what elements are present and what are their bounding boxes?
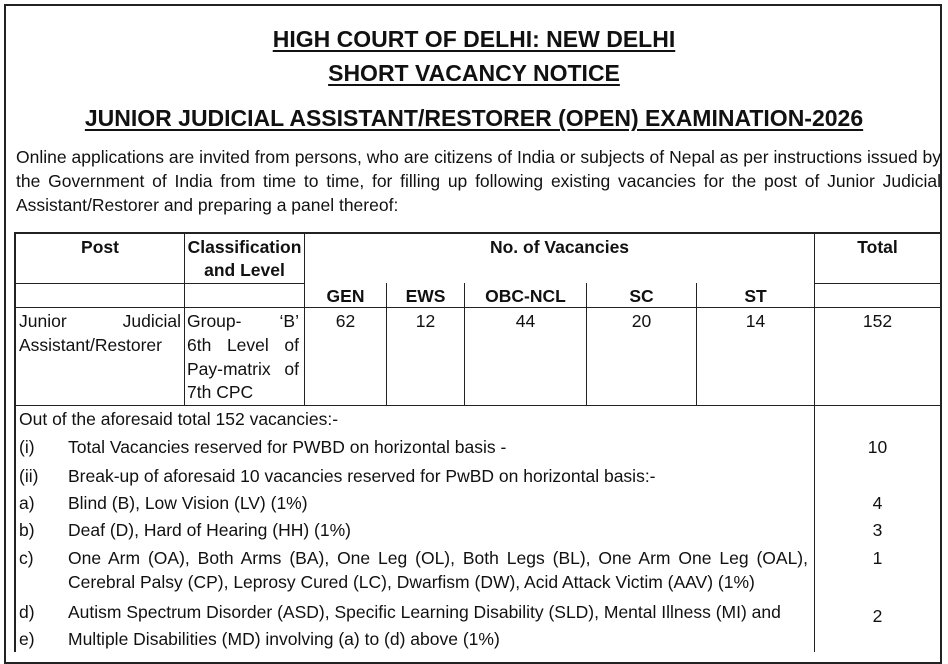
value-obc-ncl: 44 (515, 311, 536, 331)
value-st: 14 (745, 311, 766, 331)
item-text: One Arm (OA), Both Arms (BA), One Leg (OL), Both Legs (BL), One Arm One Leg (OAL), (68, 548, 808, 568)
header-vacancies: No. of Vacancies (489, 237, 630, 257)
heading-exam: JUNIOR JUDICIAL ASSISTANT/RESTORER (OPEN) EXAMINATION-2026 (84, 105, 864, 131)
category-st: ST (744, 286, 767, 306)
header-post: Post (81, 237, 119, 257)
item-value: 3 (872, 520, 883, 540)
header-total: Total (857, 237, 898, 257)
heading-court: HIGH COURT OF DELHI: NEW DELHI (272, 26, 676, 52)
header-classification-level: and Level (204, 260, 285, 280)
item-label: a) (19, 493, 35, 513)
category-gen: GEN (326, 286, 365, 306)
item-text: Blind (B), Low Vision (LV) (1%) (68, 493, 308, 513)
item-text: Autism Spectrum Disorder (ASD), Specific Learning Disability (SLD), Mental Illness (MI) and (68, 602, 781, 622)
item-value: 4 (872, 493, 883, 513)
intro-paragraph: Online applications are invited from persons, who are citizens of India or subjects of Nepal as per instructions issued by the Government of India from time to time, for filling up following existing vacancies for the post of Junior Judicial Assistant/Restorer and preparing a panel thereof: (16, 147, 941, 215)
item-text-continued: Cerebral Palsy (CP), Leprosy Cured (LC), Dwarfism (DW), Acid Attack Victim (AAV) (1%) (68, 572, 755, 592)
item-value: 1 (872, 548, 883, 568)
value-sc: 20 (631, 311, 652, 331)
table-line (940, 232, 942, 652)
table-line (14, 232, 942, 234)
table-line (14, 405, 942, 406)
class-line1: Group- ‘B’ (187, 311, 299, 331)
note-intro: Out of the aforesaid total 152 vacancies:- (19, 409, 339, 429)
item-text: Deaf (D), Hard of Hearing (HH) (1%) (68, 520, 351, 540)
item-value: 2 (872, 606, 883, 626)
post-name-line2: Assistant/Restorer (19, 335, 162, 355)
class-line2: 6th Level of (187, 335, 299, 355)
item-text: Break-up of aforesaid 10 vacancies reserved for PwBD on horizontal basis:- (68, 466, 656, 486)
class-line4: 7th CPC (187, 382, 254, 402)
value-total: 152 (862, 311, 893, 331)
category-obc-ncl: OBC-NCL (485, 286, 566, 306)
table-line (14, 232, 16, 652)
category-sc: SC (629, 286, 654, 306)
item-label: c) (19, 548, 34, 568)
post-name-line1: Junior Judicial (19, 311, 181, 331)
item-label: b) (19, 520, 35, 540)
table-line (184, 283, 304, 284)
item-text: Total Vacancies reserved for PWBD on horizontal basis - (68, 437, 507, 457)
item-label: (i) (19, 437, 35, 457)
item-label: d) (19, 602, 35, 622)
heading-notice: SHORT VACANCY NOTICE (328, 60, 620, 86)
category-ews: EWS (405, 286, 446, 306)
table-line (14, 283, 184, 284)
class-line3: Pay-matrix of (187, 359, 299, 379)
item-text: Multiple Disabilities (MD) involving (a) to (d) above (1%) (68, 629, 500, 649)
header-classification: Classification (187, 237, 302, 257)
item-label: e) (19, 629, 35, 649)
value-ews: 12 (415, 311, 436, 331)
table-line (814, 283, 942, 284)
value-gen: 62 (335, 311, 356, 331)
item-value: 10 (867, 437, 888, 457)
item-label: (ii) (19, 466, 39, 486)
